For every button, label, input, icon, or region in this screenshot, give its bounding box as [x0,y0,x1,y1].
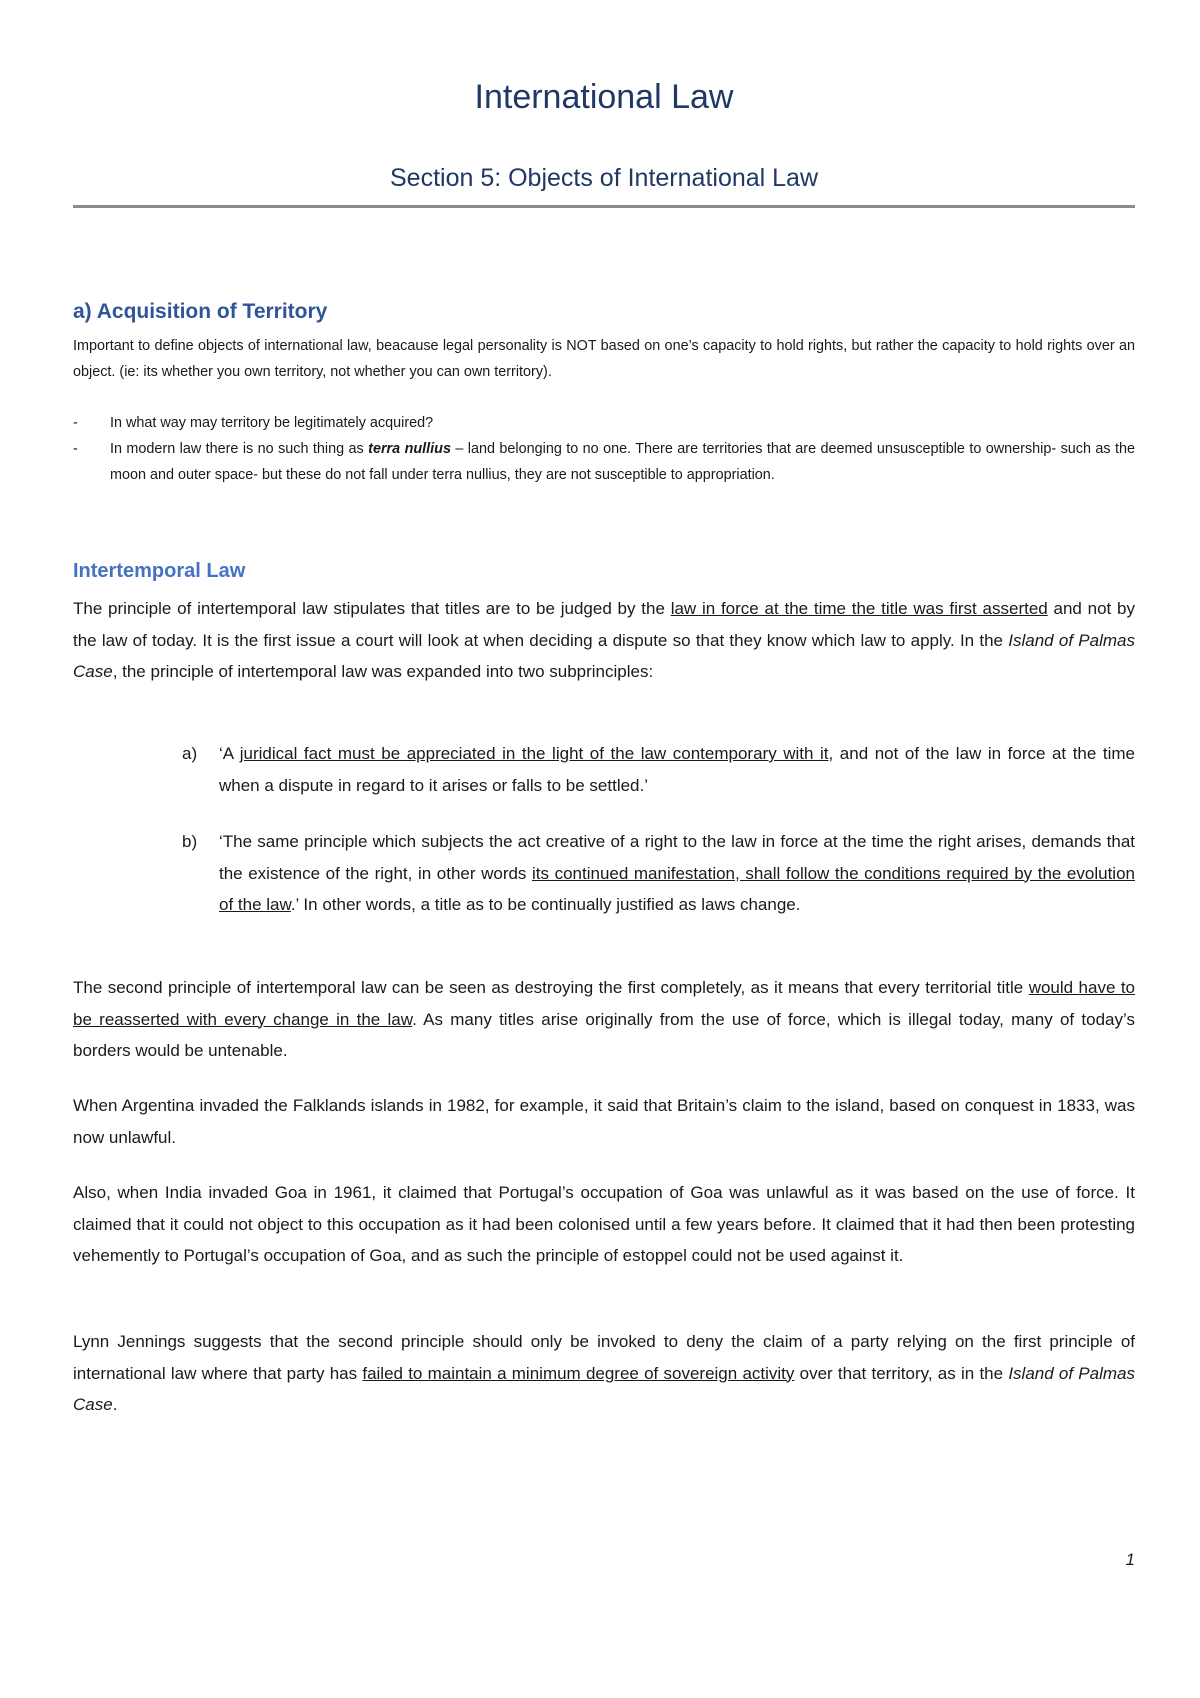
acquisition-intro: Important to define objects of international law, beacause legal personality is NOT based on one’s capacity to hold rights, but rather the capacity to hold rights over an object. (ie: its whether you own territory, not whether you can own territory). [73,338,1135,380]
text-run: , and not of the law in force at the time when a dispute in regard to it arises or falls to be settled.’ [219,744,1135,795]
bullet-text [110,441,1135,483]
jennings-paragraph [73,1326,1135,1421]
text-run: Lynn Jennings suggests that the second principle should only be invoked to deny the claim of a party relying on the first principle of international law where that party has [73,1332,1135,1383]
section-title: Section 5: Objects of International Law [389,164,819,192]
underlined-text: law in force at the time the title was first asserted [670,599,1048,618]
subprinciple-a-body [73,738,1135,801]
goa-paragraph: Also, when India invaded Goa in 1961, it claimed that Portugal’s occupation of Goa was unlawful as it was based on the use of force. It claimed that it could not object to this occupation as it had been colonised until a few years before. It claimed that it had then been protesting vehemently to Portugal’s occupation of Goa, and as such the principle of estoppel could not be used against it. [73,1183,1135,1265]
document-title: International Law [474,78,734,116]
acquisition-heading: a) Acquisition of Territory [73,300,328,323]
text-run: over that territory, as in the [794,1363,1009,1383]
title-divider [73,205,1135,208]
subprinciple-a-label: a) [182,744,198,763]
case-name: Island of Palmas Case [73,1363,1135,1414]
acquisition-bullets [73,410,1135,488]
intertemporal-heading: Intertemporal Law [73,560,246,582]
text-run: .’ In other words, a title as to be continually justified as laws change. [290,895,801,914]
bullet-item [73,410,1135,436]
text-run: and not by the law of today. It is the first issue a court will look at when deciding a dispute so that they know which law to apply. In the [73,599,1136,650]
subprinciple-b [73,826,1135,921]
intertemporal-paragraph-2 [73,972,1135,1067]
case-name: Island of Palmas Case [73,630,1135,681]
subprinciple-a [73,738,1135,801]
text-run: . As many titles arise originally from the use of force, which is illegal today, many of today’s borders would be untenable. [73,1009,1135,1060]
intertemporal-paragraph-1 [73,593,1135,688]
subprinciple-b-label: b) [182,832,198,851]
bullet-dash: - [73,415,78,431]
underlined-text: its continued manifestation, shall follow the conditions required by the evolution of the law [219,863,1135,914]
text-run: ‘The same principle which subjects the act creative of a right to the law in force at the time the right arises, demands that the existence of the right, in other words [219,832,1135,883]
underlined-text: failed to maintain a minimum degree of sovereign activity [362,1363,795,1383]
bullet-text-part: In modern law there is no such thing as [110,441,369,457]
falklands-paragraph: When Argentina invaded the Falklands islands in 1982, for example, it said that Britain’s claim to the island, based on conquest in 1833, was now unlawful. [73,1096,1135,1147]
bullet-dash: - [73,441,78,457]
text-run: . [112,1395,118,1414]
text-run: The principle of intertemporal law stipulates that titles are to be judged by the [73,599,671,618]
page-number: 1 [1125,1550,1135,1569]
underlined-text: juridical fact must be appreciated in the light of the law contemporary with it [239,744,829,763]
bullet-text: In what way may territory be legitimately acquired? [110,415,434,431]
subprinciple-b-body [73,826,1135,921]
terra-nullius-term: terra nullius [368,441,451,457]
bullet-item [73,436,1135,488]
text-run: ‘A [219,744,240,763]
bullet-text-part: – land belonging to no one. There are territories that are deemed unsusceptible to ownership- such as the moon and outer space- but these do not fall under terra nullius, they are not susceptible to appropriation. [110,441,1136,483]
text-run: , the principle of intertemporal law was expanded into two subprinciples: [112,662,654,681]
underlined-text: would have to be reasserted with every change in the law [73,978,1136,1029]
text-run: The second principle of intertemporal law can be seen as destroying the first completely, as it means that every territorial title [73,978,1029,997]
